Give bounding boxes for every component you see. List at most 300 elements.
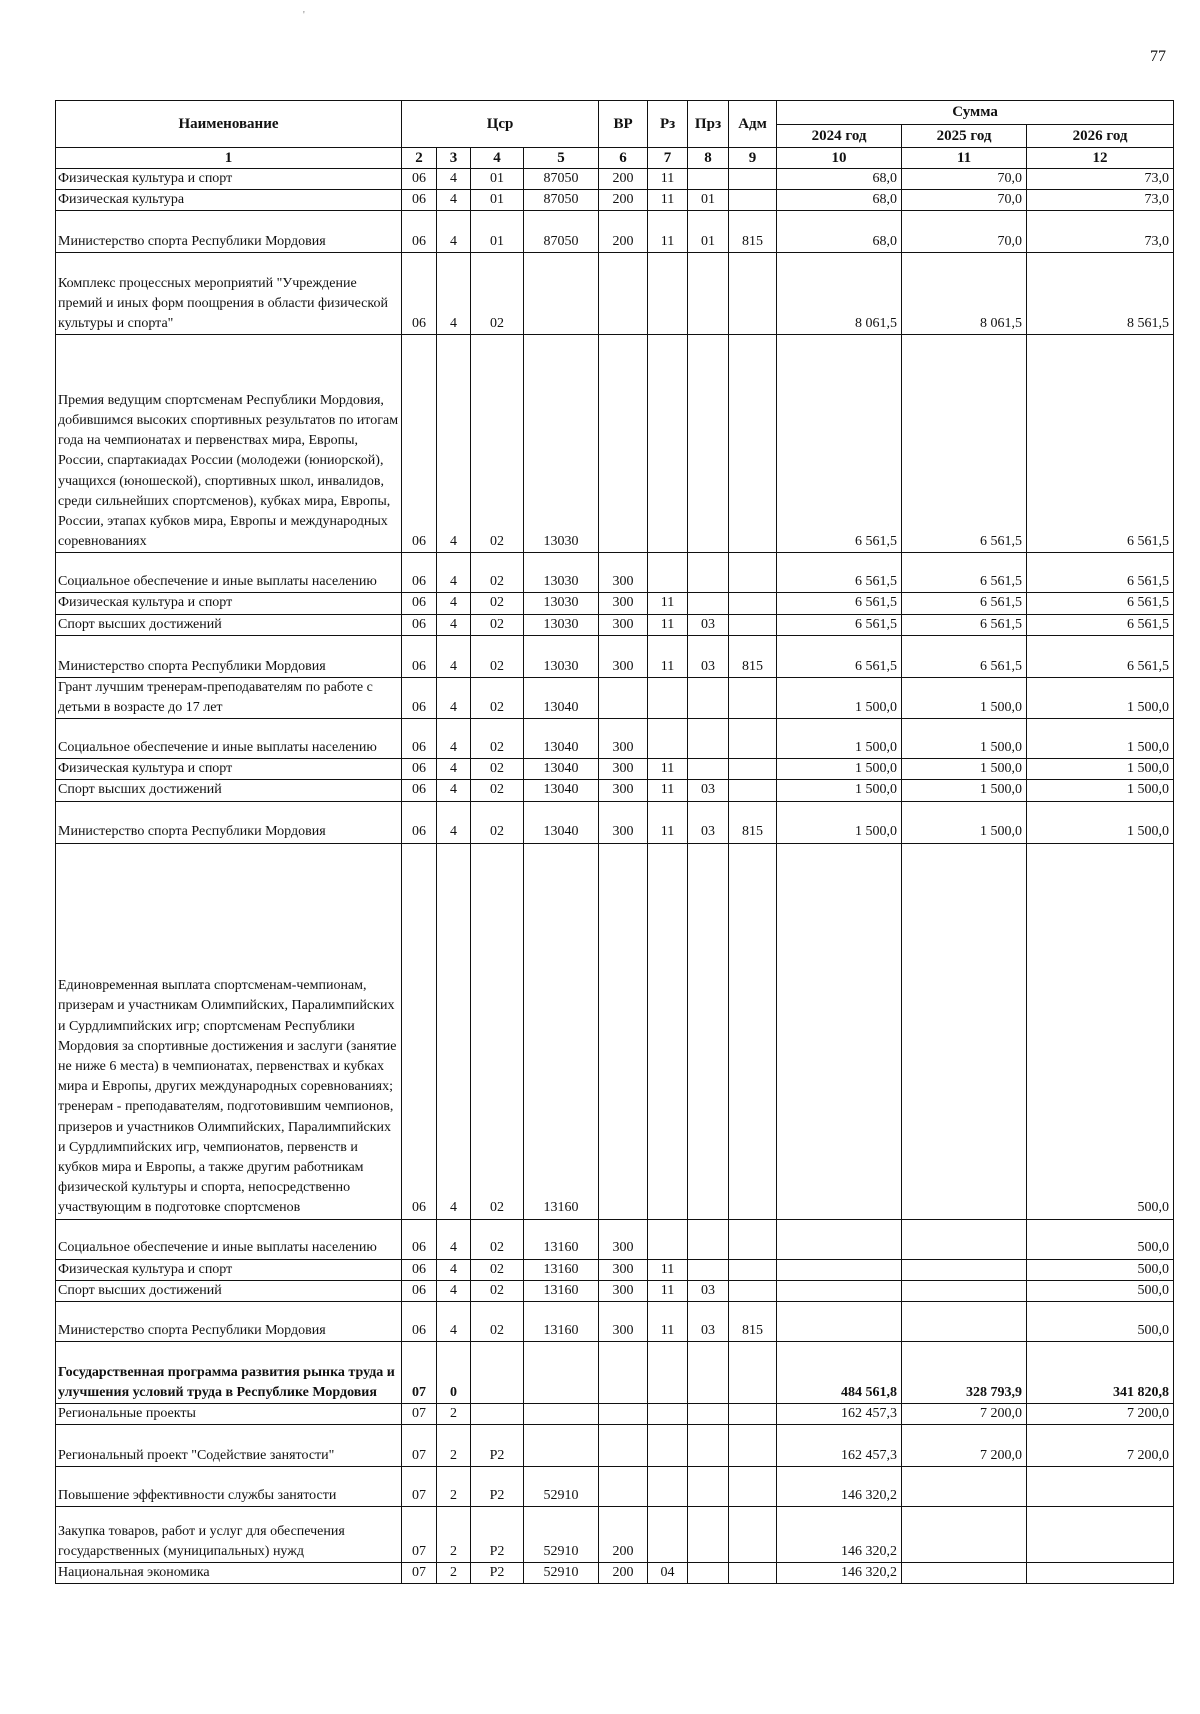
adm-code bbox=[729, 1219, 777, 1259]
sum-2025 bbox=[902, 1467, 1027, 1507]
column-number: 6 bbox=[599, 148, 648, 169]
csr-program: 06 bbox=[402, 759, 437, 780]
csr-direction: 13030 bbox=[524, 635, 599, 677]
csr-direction: 13040 bbox=[524, 801, 599, 843]
budget-table bbox=[55, 100, 1174, 1584]
adm-code bbox=[729, 335, 777, 553]
header-adm: Адм bbox=[729, 101, 777, 148]
csr-direction: 87050 bbox=[524, 169, 599, 190]
sum-2024 bbox=[777, 843, 902, 1219]
sum-2025: 6 561,5 bbox=[902, 635, 1027, 677]
table-row bbox=[56, 1404, 1174, 1425]
prz-code: 03 bbox=[688, 1280, 729, 1301]
vr-code bbox=[599, 843, 648, 1219]
csr-event: 02 bbox=[471, 843, 524, 1219]
prz-code bbox=[688, 1467, 729, 1507]
rz-code: 11 bbox=[648, 759, 688, 780]
prz-code bbox=[688, 843, 729, 1219]
sum-2026: 6 561,5 bbox=[1027, 635, 1174, 677]
row-name: Спорт высших достижений bbox=[56, 780, 402, 801]
csr-event: Р2 bbox=[471, 1563, 524, 1584]
header-year-2026: 2026 год bbox=[1027, 125, 1174, 148]
table-row bbox=[56, 1259, 1174, 1280]
csr-subprogram: 2 bbox=[437, 1467, 471, 1507]
csr-program: 06 bbox=[402, 635, 437, 677]
csr-event: 02 bbox=[471, 253, 524, 335]
sum-2026: 7 200,0 bbox=[1027, 1404, 1174, 1425]
csr-subprogram: 4 bbox=[437, 614, 471, 635]
sum-2025 bbox=[902, 1507, 1027, 1563]
sum-2024: 1 500,0 bbox=[777, 801, 902, 843]
sum-2025: 1 500,0 bbox=[902, 677, 1027, 718]
sum-2026: 500,0 bbox=[1027, 1302, 1174, 1342]
adm-code bbox=[729, 190, 777, 211]
row-name: Социальное обеспечение и иные выплаты населению bbox=[56, 1219, 402, 1259]
csr-subprogram: 4 bbox=[437, 1259, 471, 1280]
rz-code: 11 bbox=[648, 801, 688, 843]
sum-2026: 7 200,0 bbox=[1027, 1425, 1174, 1467]
sum-2024: 6 561,5 bbox=[777, 553, 902, 593]
rz-code bbox=[648, 1507, 688, 1563]
column-number: 4 bbox=[471, 148, 524, 169]
adm-code bbox=[729, 759, 777, 780]
csr-event: 01 bbox=[471, 190, 524, 211]
row-name: Социальное обеспечение и иные выплаты населению bbox=[56, 553, 402, 593]
prz-code bbox=[688, 1563, 729, 1584]
sum-2025: 70,0 bbox=[902, 211, 1027, 253]
row-name: Региональные проекты bbox=[56, 1404, 402, 1425]
vr-code: 200 bbox=[599, 190, 648, 211]
scan-speck: ' bbox=[303, 10, 305, 21]
csr-event: 02 bbox=[471, 635, 524, 677]
vr-code: 200 bbox=[599, 211, 648, 253]
column-number-row bbox=[56, 148, 1174, 169]
table-row bbox=[56, 1467, 1174, 1507]
vr-code: 300 bbox=[599, 1302, 648, 1342]
column-number: 7 bbox=[648, 148, 688, 169]
adm-code bbox=[729, 253, 777, 335]
csr-subprogram: 4 bbox=[437, 335, 471, 553]
csr-event bbox=[471, 1342, 524, 1404]
sum-2026: 6 561,5 bbox=[1027, 553, 1174, 593]
sum-2025: 70,0 bbox=[902, 169, 1027, 190]
csr-program: 06 bbox=[402, 335, 437, 553]
sum-2026: 500,0 bbox=[1027, 1259, 1174, 1280]
prz-code bbox=[688, 759, 729, 780]
vr-code bbox=[599, 253, 648, 335]
adm-code: 815 bbox=[729, 635, 777, 677]
rz-code bbox=[648, 553, 688, 593]
rz-code bbox=[648, 253, 688, 335]
rz-code bbox=[648, 843, 688, 1219]
table-row bbox=[56, 1342, 1174, 1404]
csr-direction: 87050 bbox=[524, 211, 599, 253]
csr-subprogram: 4 bbox=[437, 1219, 471, 1259]
csr-direction: 52910 bbox=[524, 1507, 599, 1563]
adm-code bbox=[729, 169, 777, 190]
csr-program: 06 bbox=[402, 801, 437, 843]
csr-direction: 87050 bbox=[524, 190, 599, 211]
csr-program: 07 bbox=[402, 1342, 437, 1404]
column-number: 2 bbox=[402, 148, 437, 169]
csr-event: 02 bbox=[471, 677, 524, 718]
prz-code bbox=[688, 335, 729, 553]
sum-2026: 500,0 bbox=[1027, 843, 1174, 1219]
prz-code bbox=[688, 719, 729, 759]
csr-direction: 13160 bbox=[524, 1302, 599, 1342]
row-name: Физическая культура и спорт bbox=[56, 169, 402, 190]
csr-subprogram: 0 bbox=[437, 1342, 471, 1404]
rz-code: 11 bbox=[648, 169, 688, 190]
adm-code bbox=[729, 1259, 777, 1280]
vr-code: 300 bbox=[599, 553, 648, 593]
rz-code bbox=[648, 1467, 688, 1507]
adm-code bbox=[729, 780, 777, 801]
csr-direction: 13160 bbox=[524, 1259, 599, 1280]
csr-subprogram: 4 bbox=[437, 719, 471, 759]
sum-2024: 162 457,3 bbox=[777, 1425, 902, 1467]
sum-2025: 6 561,5 bbox=[902, 614, 1027, 635]
csr-event: 01 bbox=[471, 169, 524, 190]
csr-program: 06 bbox=[402, 780, 437, 801]
sum-2024 bbox=[777, 1302, 902, 1342]
sum-2024: 68,0 bbox=[777, 211, 902, 253]
row-name: Повышение эффективности службы занятости bbox=[56, 1467, 402, 1507]
csr-program: 06 bbox=[402, 1219, 437, 1259]
csr-event: 02 bbox=[471, 1219, 524, 1259]
sum-2024: 8 061,5 bbox=[777, 253, 902, 335]
csr-event: 02 bbox=[471, 801, 524, 843]
csr-program: 06 bbox=[402, 169, 437, 190]
sum-2024: 162 457,3 bbox=[777, 1404, 902, 1425]
csr-direction: 13030 bbox=[524, 593, 599, 614]
csr-subprogram: 4 bbox=[437, 593, 471, 614]
row-name: Физическая культура и спорт bbox=[56, 759, 402, 780]
column-number: 9 bbox=[729, 148, 777, 169]
header-vr: ВР bbox=[599, 101, 648, 148]
vr-code: 200 bbox=[599, 169, 648, 190]
csr-program: 06 bbox=[402, 593, 437, 614]
csr-subprogram: 4 bbox=[437, 1302, 471, 1342]
sum-2025: 1 500,0 bbox=[902, 780, 1027, 801]
rz-code bbox=[648, 1404, 688, 1425]
table-row bbox=[56, 677, 1174, 718]
row-name: Региональный проект "Содействие занятости" bbox=[56, 1425, 402, 1467]
vr-code bbox=[599, 1404, 648, 1425]
vr-code: 300 bbox=[599, 1259, 648, 1280]
rz-code bbox=[648, 335, 688, 553]
rz-code: 11 bbox=[648, 780, 688, 801]
adm-code bbox=[729, 614, 777, 635]
table-row bbox=[56, 1507, 1174, 1563]
adm-code bbox=[729, 1563, 777, 1584]
sum-2025: 8 061,5 bbox=[902, 253, 1027, 335]
csr-direction: 13030 bbox=[524, 553, 599, 593]
csr-program: 07 bbox=[402, 1507, 437, 1563]
csr-subprogram: 2 bbox=[437, 1507, 471, 1563]
vr-code: 300 bbox=[599, 759, 648, 780]
sum-2026: 1 500,0 bbox=[1027, 801, 1174, 843]
sum-2026: 6 561,5 bbox=[1027, 335, 1174, 553]
table-header bbox=[56, 101, 1174, 169]
rz-code: 11 bbox=[648, 211, 688, 253]
sum-2026: 8 561,5 bbox=[1027, 253, 1174, 335]
table-row bbox=[56, 169, 1174, 190]
prz-code bbox=[688, 1259, 729, 1280]
row-name: Министерство спорта Республики Мордовия bbox=[56, 801, 402, 843]
sum-2024: 146 320,2 bbox=[777, 1467, 902, 1507]
prz-code bbox=[688, 593, 729, 614]
rz-code: 11 bbox=[648, 1259, 688, 1280]
table-row bbox=[56, 759, 1174, 780]
table-row bbox=[56, 780, 1174, 801]
csr-subprogram: 4 bbox=[437, 677, 471, 718]
csr-direction bbox=[524, 1404, 599, 1425]
sum-2025 bbox=[902, 1219, 1027, 1259]
sum-2024: 6 561,5 bbox=[777, 335, 902, 553]
csr-direction: 13040 bbox=[524, 677, 599, 718]
table-row bbox=[56, 843, 1174, 1219]
vr-code: 300 bbox=[599, 614, 648, 635]
row-name: Министерство спорта Республики Мордовия bbox=[56, 1302, 402, 1342]
csr-program: 06 bbox=[402, 719, 437, 759]
sum-2026: 1 500,0 bbox=[1027, 759, 1174, 780]
header-prz: Прз bbox=[688, 101, 729, 148]
csr-event: 02 bbox=[471, 593, 524, 614]
row-name: Комплекс процессных мероприятий "Учреждение премий и иных форм поощрения в области физической культуры и спорта" bbox=[56, 253, 402, 335]
csr-event: 02 bbox=[471, 1302, 524, 1342]
csr-program: 06 bbox=[402, 190, 437, 211]
row-name: Государственная программа развития рынка труда и улучшения условий труда в Республике Мордовия bbox=[56, 1342, 402, 1404]
table-row bbox=[56, 593, 1174, 614]
csr-subprogram: 4 bbox=[437, 801, 471, 843]
table-row bbox=[56, 1302, 1174, 1342]
sum-2026: 73,0 bbox=[1027, 211, 1174, 253]
vr-code: 300 bbox=[599, 719, 648, 759]
csr-event: Р2 bbox=[471, 1507, 524, 1563]
csr-program: 06 bbox=[402, 843, 437, 1219]
rz-code bbox=[648, 1342, 688, 1404]
prz-code: 03 bbox=[688, 635, 729, 677]
sum-2024: 6 561,5 bbox=[777, 593, 902, 614]
prz-code: 01 bbox=[688, 211, 729, 253]
vr-code: 300 bbox=[599, 635, 648, 677]
column-number: 3 bbox=[437, 148, 471, 169]
sum-2026: 73,0 bbox=[1027, 169, 1174, 190]
vr-code: 300 bbox=[599, 780, 648, 801]
sum-2025 bbox=[902, 843, 1027, 1219]
prz-code bbox=[688, 1425, 729, 1467]
sum-2026 bbox=[1027, 1467, 1174, 1507]
sum-2026: 6 561,5 bbox=[1027, 614, 1174, 635]
header-year-2025: 2025 год bbox=[902, 125, 1027, 148]
sum-2025 bbox=[902, 1280, 1027, 1301]
adm-code bbox=[729, 593, 777, 614]
vr-code bbox=[599, 335, 648, 553]
rz-code bbox=[648, 1219, 688, 1259]
sum-2026: 1 500,0 bbox=[1027, 780, 1174, 801]
prz-code: 03 bbox=[688, 614, 729, 635]
csr-direction bbox=[524, 1425, 599, 1467]
prz-code bbox=[688, 1219, 729, 1259]
prz-code bbox=[688, 253, 729, 335]
csr-subprogram: 4 bbox=[437, 190, 471, 211]
rz-code: 11 bbox=[648, 1302, 688, 1342]
row-name: Физическая культура и спорт bbox=[56, 593, 402, 614]
csr-event: 02 bbox=[471, 780, 524, 801]
adm-code bbox=[729, 677, 777, 718]
sum-2024 bbox=[777, 1259, 902, 1280]
csr-event: 01 bbox=[471, 211, 524, 253]
csr-program: 07 bbox=[402, 1467, 437, 1507]
row-name: Закупка товаров, работ и услуг для обеспечения государственных (муниципальных) нужд bbox=[56, 1507, 402, 1563]
vr-code bbox=[599, 1467, 648, 1507]
csr-program: 06 bbox=[402, 1302, 437, 1342]
csr-direction: 13160 bbox=[524, 843, 599, 1219]
csr-event: Р2 bbox=[471, 1467, 524, 1507]
csr-program: 06 bbox=[402, 553, 437, 593]
adm-code bbox=[729, 1280, 777, 1301]
header-name: Наименование bbox=[56, 101, 402, 148]
prz-code bbox=[688, 1404, 729, 1425]
csr-direction: 13040 bbox=[524, 759, 599, 780]
sum-2026 bbox=[1027, 1563, 1174, 1584]
csr-subprogram: 4 bbox=[437, 1280, 471, 1301]
sum-2025: 328 793,9 bbox=[902, 1342, 1027, 1404]
table-row bbox=[56, 190, 1174, 211]
rz-code bbox=[648, 677, 688, 718]
csr-program: 07 bbox=[402, 1404, 437, 1425]
sum-2024: 1 500,0 bbox=[777, 677, 902, 718]
sum-2024: 6 561,5 bbox=[777, 635, 902, 677]
sum-2026: 500,0 bbox=[1027, 1219, 1174, 1259]
row-name: Физическая культура bbox=[56, 190, 402, 211]
prz-code bbox=[688, 1507, 729, 1563]
sum-2024 bbox=[777, 1280, 902, 1301]
sum-2024: 484 561,8 bbox=[777, 1342, 902, 1404]
column-number: 5 bbox=[524, 148, 599, 169]
table-row bbox=[56, 253, 1174, 335]
table-row bbox=[56, 801, 1174, 843]
row-name: Министерство спорта Республики Мордовия bbox=[56, 211, 402, 253]
table-row bbox=[56, 614, 1174, 635]
csr-subprogram: 4 bbox=[437, 635, 471, 677]
csr-event: 02 bbox=[471, 759, 524, 780]
prz-code: 03 bbox=[688, 1302, 729, 1342]
vr-code: 200 bbox=[599, 1563, 648, 1584]
column-number: 1 bbox=[56, 148, 402, 169]
csr-subprogram: 2 bbox=[437, 1404, 471, 1425]
adm-code bbox=[729, 553, 777, 593]
prz-code bbox=[688, 169, 729, 190]
adm-code: 815 bbox=[729, 801, 777, 843]
table-row bbox=[56, 211, 1174, 253]
csr-direction: 52910 bbox=[524, 1467, 599, 1507]
table-row bbox=[56, 553, 1174, 593]
sum-2024: 146 320,2 bbox=[777, 1507, 902, 1563]
csr-program: 06 bbox=[402, 677, 437, 718]
table-row bbox=[56, 635, 1174, 677]
csr-subprogram: 4 bbox=[437, 843, 471, 1219]
sum-2025: 6 561,5 bbox=[902, 553, 1027, 593]
table-row bbox=[56, 1280, 1174, 1301]
csr-program: 06 bbox=[402, 1280, 437, 1301]
vr-code: 300 bbox=[599, 801, 648, 843]
sum-2026 bbox=[1027, 1507, 1174, 1563]
csr-subprogram: 2 bbox=[437, 1425, 471, 1467]
sum-2025: 7 200,0 bbox=[902, 1404, 1027, 1425]
csr-program: 07 bbox=[402, 1425, 437, 1467]
sum-2025: 1 500,0 bbox=[902, 801, 1027, 843]
sum-2025 bbox=[902, 1563, 1027, 1584]
row-name: Спорт высших достижений bbox=[56, 1280, 402, 1301]
csr-direction: 13160 bbox=[524, 1280, 599, 1301]
sum-2025 bbox=[902, 1302, 1027, 1342]
sum-2025: 1 500,0 bbox=[902, 719, 1027, 759]
sum-2025: 6 561,5 bbox=[902, 335, 1027, 553]
csr-direction bbox=[524, 253, 599, 335]
table-row bbox=[56, 719, 1174, 759]
csr-direction: 13160 bbox=[524, 1219, 599, 1259]
row-name: Национальная экономика bbox=[56, 1563, 402, 1584]
csr-subprogram: 4 bbox=[437, 780, 471, 801]
csr-subprogram: 4 bbox=[437, 253, 471, 335]
csr-direction bbox=[524, 1342, 599, 1404]
sum-2024: 1 500,0 bbox=[777, 719, 902, 759]
sum-2026: 500,0 bbox=[1027, 1280, 1174, 1301]
csr-subprogram: 4 bbox=[437, 759, 471, 780]
csr-direction: 13040 bbox=[524, 719, 599, 759]
csr-subprogram: 4 bbox=[437, 553, 471, 593]
sum-2024: 146 320,2 bbox=[777, 1563, 902, 1584]
csr-event: 02 bbox=[471, 553, 524, 593]
prz-code: 03 bbox=[688, 780, 729, 801]
rz-code bbox=[648, 1425, 688, 1467]
csr-event: 02 bbox=[471, 1280, 524, 1301]
rz-code: 11 bbox=[648, 190, 688, 211]
sum-2026: 1 500,0 bbox=[1027, 677, 1174, 718]
sum-2024 bbox=[777, 1219, 902, 1259]
prz-code bbox=[688, 553, 729, 593]
csr-event: Р2 bbox=[471, 1425, 524, 1467]
sum-2024: 6 561,5 bbox=[777, 614, 902, 635]
column-number: 10 bbox=[777, 148, 902, 169]
rz-code: 11 bbox=[648, 1280, 688, 1301]
vr-code: 300 bbox=[599, 593, 648, 614]
row-name: Социальное обеспечение и иные выплаты населению bbox=[56, 719, 402, 759]
header-csr: Цср bbox=[402, 101, 599, 148]
rz-code bbox=[648, 719, 688, 759]
adm-code bbox=[729, 843, 777, 1219]
adm-code bbox=[729, 1404, 777, 1425]
adm-code bbox=[729, 1342, 777, 1404]
column-number: 8 bbox=[688, 148, 729, 169]
row-name: Грант лучшим тренерам-преподавателям по работе с детьми в возрасте до 17 лет bbox=[56, 677, 402, 718]
sum-2025: 7 200,0 bbox=[902, 1425, 1027, 1467]
csr-program: 07 bbox=[402, 1563, 437, 1584]
vr-code: 300 bbox=[599, 1280, 648, 1301]
sum-2026: 341 820,8 bbox=[1027, 1342, 1174, 1404]
csr-program: 06 bbox=[402, 211, 437, 253]
table-row bbox=[56, 1219, 1174, 1259]
sum-2025 bbox=[902, 1259, 1027, 1280]
row-name: Единовременная выплата спортсменам-чемпионам, призерам и участникам Олимпийских, Паралимпийских и Сурдлимпийских игр; спортсменам Республики Мордовия за спортивные достижения и заслуги (занятие не ниже 6 места) в чемпионатах, первенствах и кубках мира и Европы, других международных соревнованиях; тренерам - преподавателям, подготовившим чемпионов, призеров и участников Олимпийских, Паралимпийских и Сурдлимпийских игр, чемпионатов, первенств и кубков мира и Европы, а также другим работникам физической культуры и спорта, непосредственно участвующим в подготовке спортсменов bbox=[56, 843, 402, 1219]
sum-2026: 1 500,0 bbox=[1027, 719, 1174, 759]
adm-code: 815 bbox=[729, 1302, 777, 1342]
csr-program: 06 bbox=[402, 1259, 437, 1280]
csr-subprogram: 4 bbox=[437, 169, 471, 190]
csr-subprogram: 4 bbox=[437, 211, 471, 253]
